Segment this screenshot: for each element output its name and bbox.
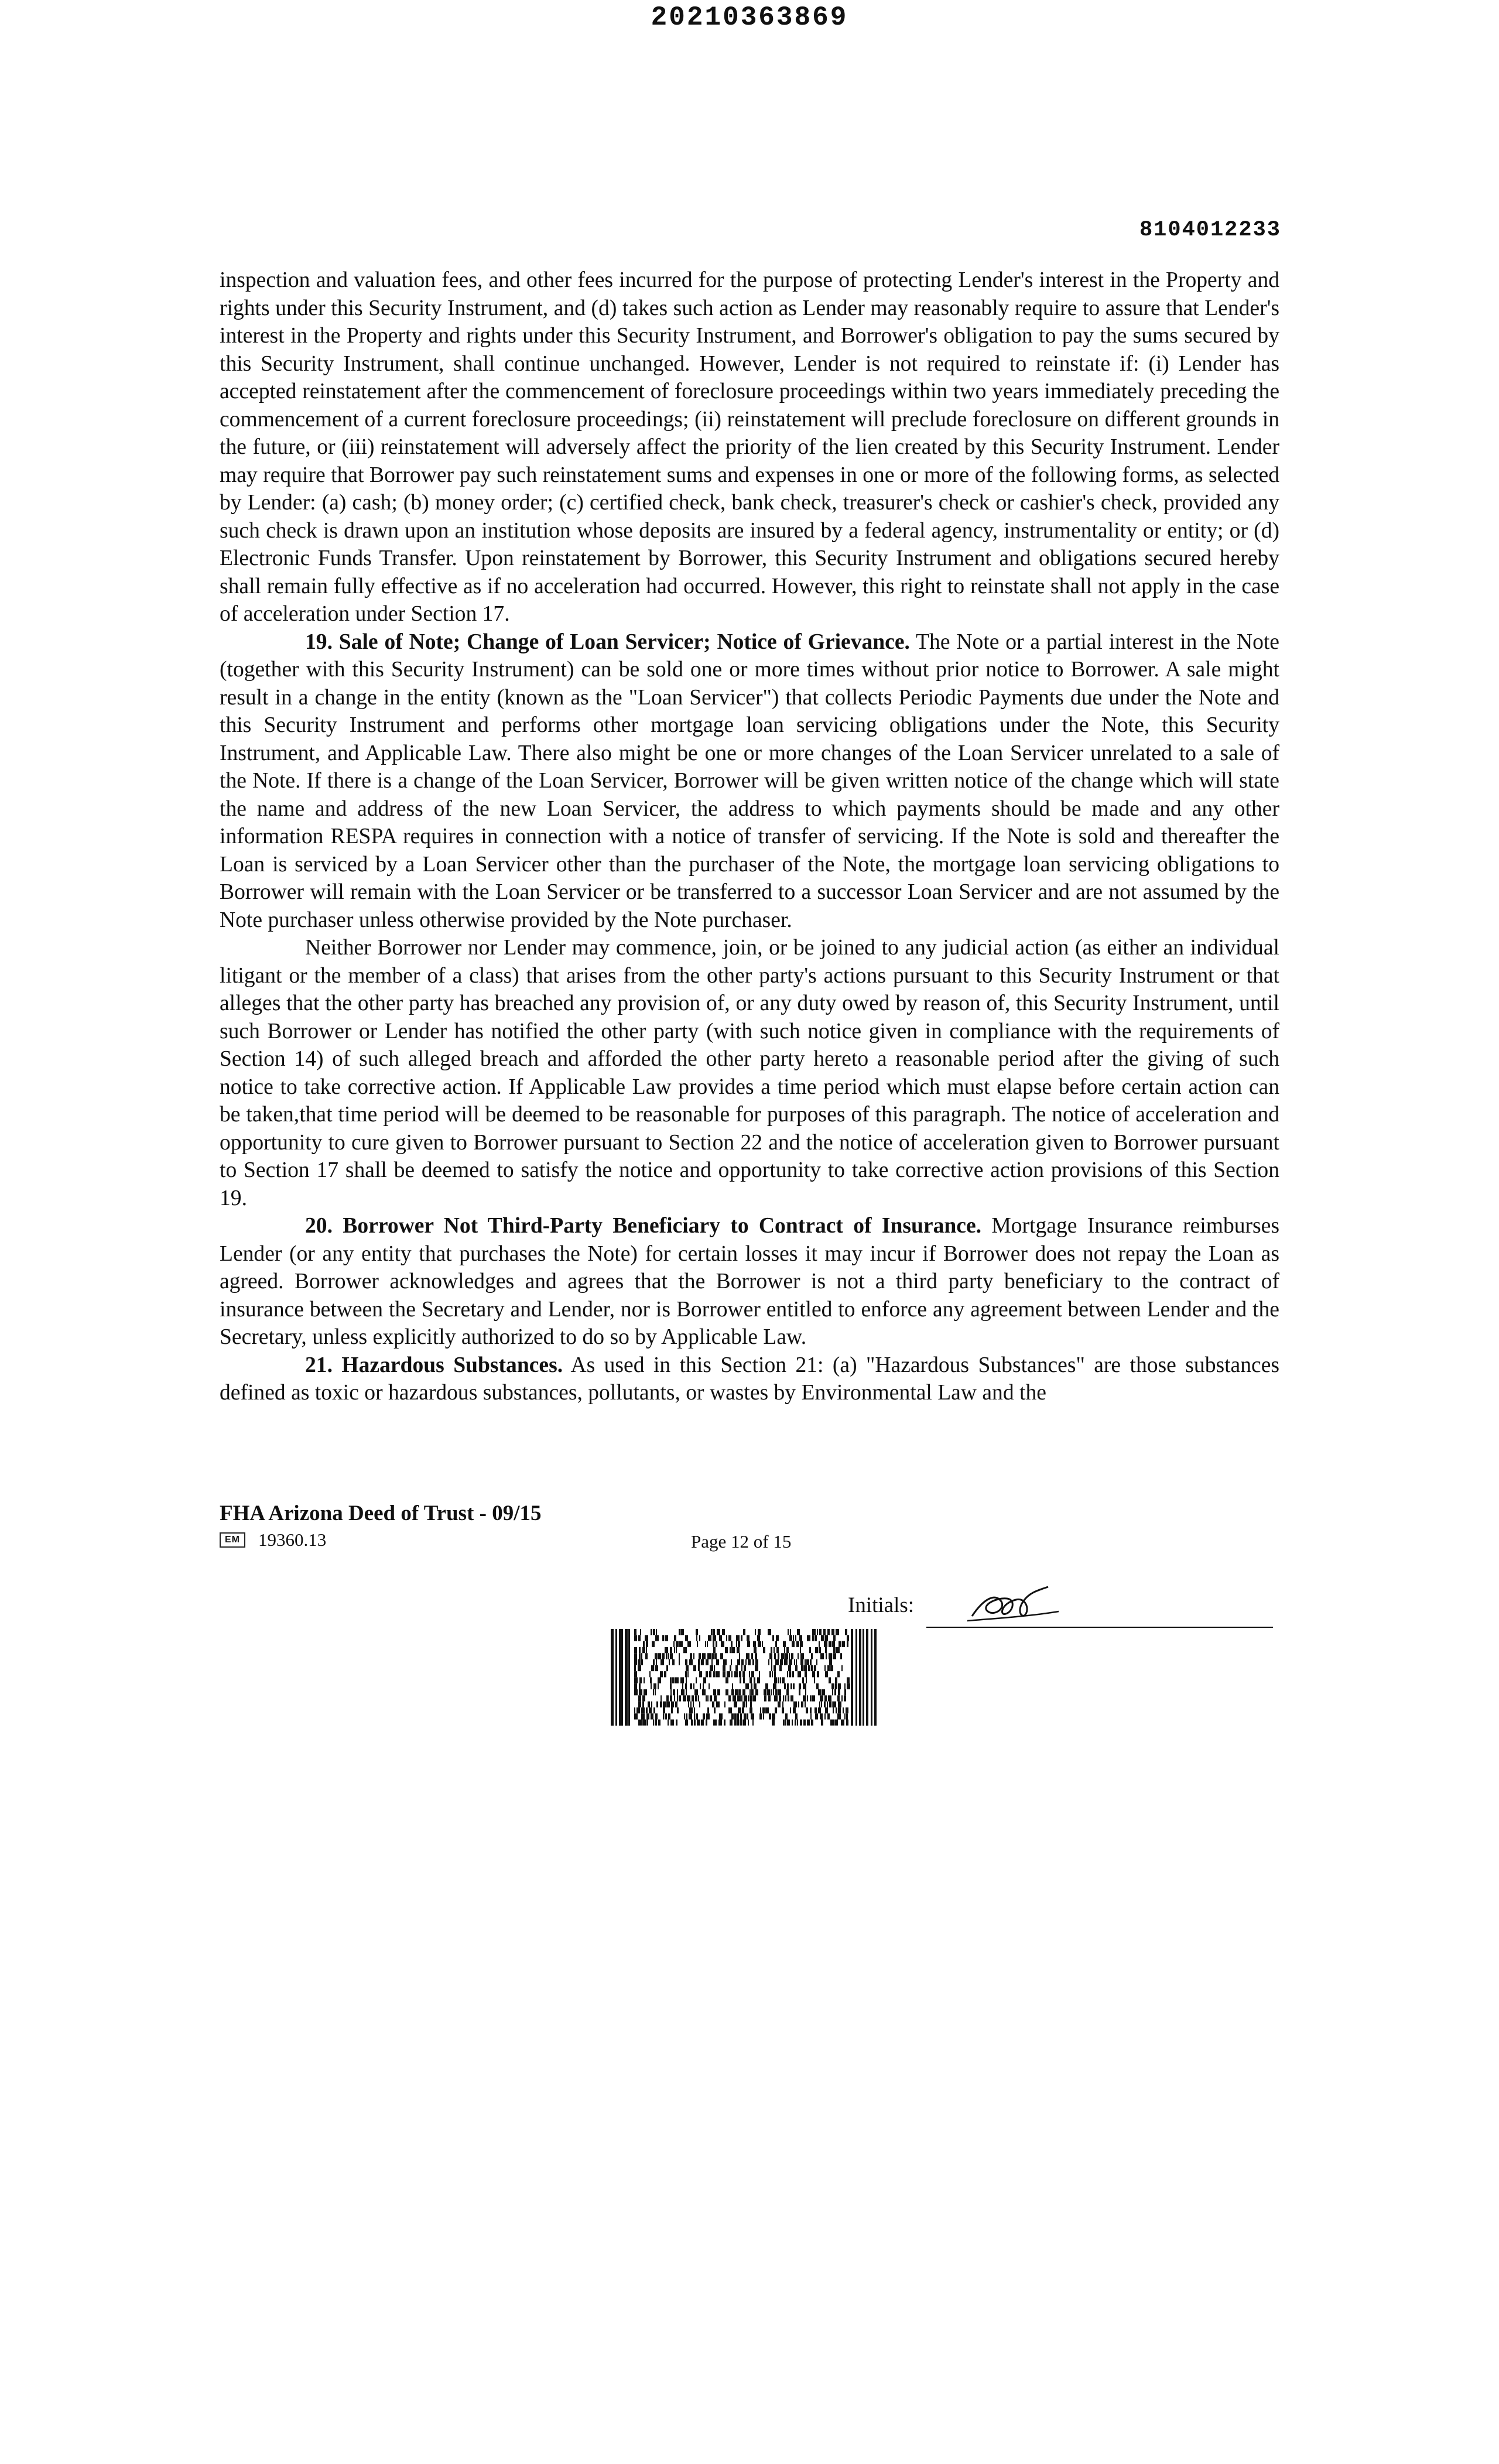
form-code: 19360.13 <box>258 1529 327 1550</box>
section-21-heading: 21. Hazardous Substances. <box>305 1353 563 1377</box>
barcode-icon <box>611 1629 877 1726</box>
initials-label: Initials: <box>848 1593 915 1617</box>
document-number: 20210363869 <box>651 2 848 33</box>
section-19-heading: 19. Sale of Note; Change of Loan Servicer; Notice of Grievance. <box>305 629 910 654</box>
section-19-paragraph-2: Neither Borrower nor Lender may commence, join, or be joined to any judicial action (as either an individual litigant or the member of a class) that arises from the other party's actions pursuant to this Security Instrument or that alleges that the other party has breached any provision of, or any duty owed by reason of, this Security Instrument, until such Borrower or Lender has notified the other party (with such notice given in compliance with the requirements of Section 14) of such alleged breach and afforded the other party hereto a reasonable period after the giving of such notice to take corrective action. If Applicable Law provides a time period which must elapse before certain action can be taken,that time period will be deemed to be reasonable for purposes of this paragraph. The notice of acceleration and opportunity to cure given to Borrower pursuant to Section 22 and the notice of acceleration given to Borrower pursuant to Section 17 shall be deemed to satisfy the notice and opportunity to take corrective action provisions of this Section 19. <box>220 936 1279 1210</box>
form-code-row <box>220 1529 326 1551</box>
document-body <box>220 266 1279 1407</box>
page-number: Page 12 of 15 <box>691 1531 792 1552</box>
section-20-text: Mortgage Insurance reimburses Lender (or any entity that purchases the Note) for certain losses it may incur if Borrower does not repay the Loan as agreed. Borrower acknowledges and agrees that the Borrower is not a third party beneficiary to the contract of insurance between the Secretary and Lender, nor is Borrower entitled to enforce any agreement between Lender and the Secretary, unless explicitly authorized to do so by Applicable Law. <box>220 1214 1279 1349</box>
section-20-paragraph <box>220 1212 1279 1351</box>
section-21-paragraph <box>220 1351 1279 1407</box>
initials-signature-icon <box>960 1575 1066 1628</box>
form-title: FHA Arizona Deed of Trust - 09/15 <box>220 1501 542 1525</box>
loan-number: 8104012233 <box>1139 218 1281 242</box>
section-19-paragraph <box>220 628 1279 935</box>
section-21-text: As used in this Section 21: (a) "Hazardous Substances" are those substances defined as toxic or hazardous substances, pollutants, or wastes by Environmental Law and the <box>220 1353 1279 1405</box>
section-19-text: The Note or a partial interest in the Note (together with this Security Instrument) can be sold one or more times without prior notice to Borrower. A sale might result in a change in the entity (known as the "Loan Servicer") that collects Periodic Payments due under the Note and this Security Instrument and performs other mortgage loan servicing obligations under the Note, this Security Instrument, and Applicable Law. There also might be one or more changes of the Loan Servicer unrelated to a sale of the Note. If there is a change of the Loan Servicer, Borrower will be given written notice of the change which will state the name and address of the new Loan Servicer, the address to which payments should be made and any other information RESPA requires in connection with a notice of transfer of servicing. If the Note is sold and thereafter the Loan is serviced by a Loan Servicer other than the purchaser of the Note, the mortgage loan servicing obligations to Borrower will remain with the Loan Servicer or be transferred to a successor Loan Servicer and are not assumed by the Note purchaser unless otherwise provided by the Note purchaser. <box>220 629 1279 932</box>
ellie-mae-logo-icon: EM <box>220 1532 245 1548</box>
paragraph-reinstatement: inspection and valuation fees, and other fees incurred for the purpose of protecting Lender's interest in the Property and rights under this Security Instrument, and (d) takes such action as Lender may reasonably require to assure that Lender's interest in the Property and rights under this Security Instrument, and Borrower's obligation to pay the sums secured by this Security Instrument, shall continue unchanged. However, Lender is not required to reinstate if: (i) Lender has accepted reinstatement after the commencement of foreclosure proceedings within two years immediately preceding the commencement of a current foreclosure proceedings; (ii) reinstatement will preclude foreclosure on different grounds in the future, or (iii) reinstatement will adversely affect the priority of the lien created by this Security Instrument. Lender may require that Borrower pay such reinstatement sums and expenses in one or more of the following forms, as selected by Lender: (a) cash; (b) money order; (c) certified check, bank check, treasurer's check or cashier's check, provided any such check is drawn upon an institution whose deposits are insured by a federal agency, instrumentality or entity; or (d) Electronic Funds Transfer. Upon reinstatement by Borrower, this Security Instrument and obligations secured hereby shall remain fully effective as if no acceleration had occurred. However, this right to reinstate shall not apply in the case of acceleration under Section 17. <box>220 268 1279 626</box>
section-20-heading: 20. Borrower Not Third-Party Beneficiary to Contract of Insurance. <box>305 1214 982 1238</box>
